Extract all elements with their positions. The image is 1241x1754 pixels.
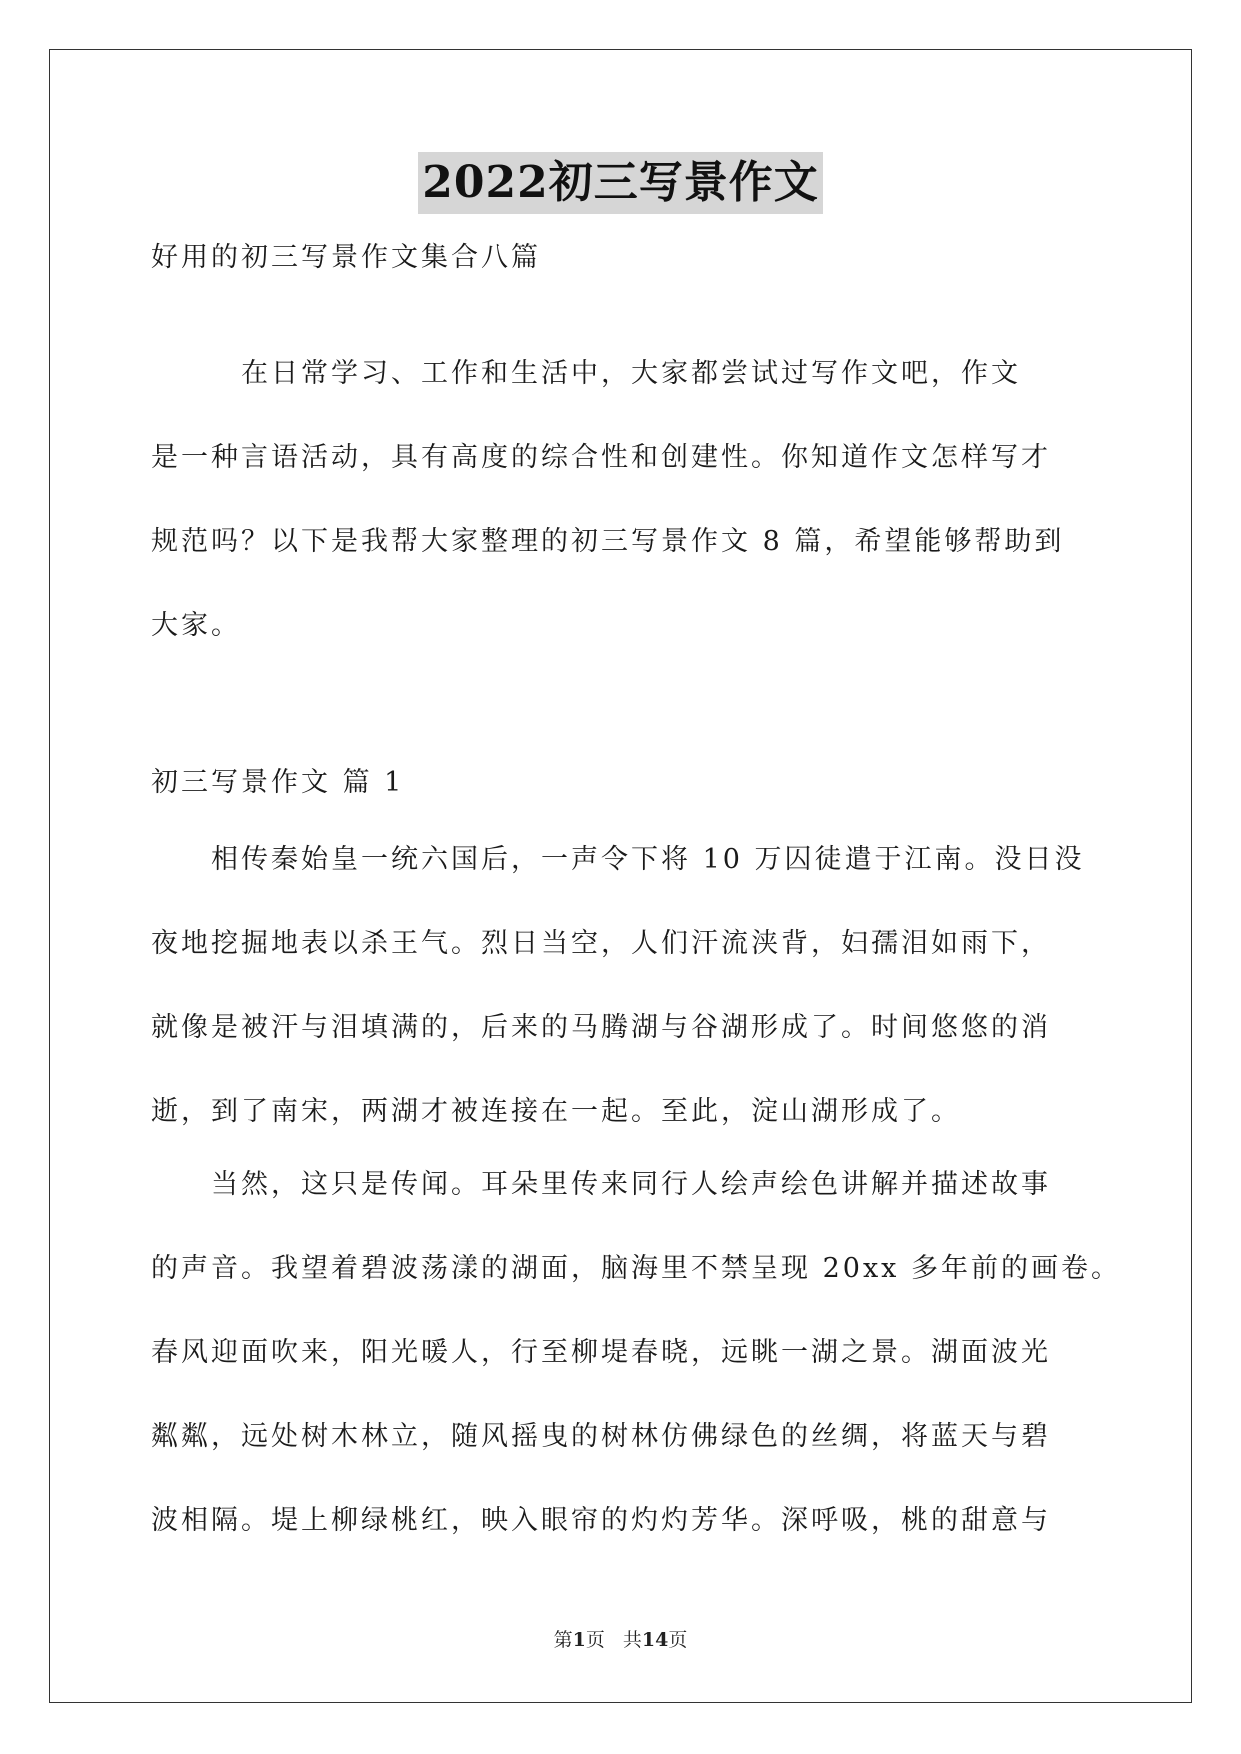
document-title: 2022初三写景作文 [418,152,822,214]
paragraph-line: 的声音。我望着碧波荡漾的湖面，脑海里不禁呈现 20xx 多年前的画卷。 [151,1253,1121,1284]
paragraph-line: 相传秦始皇一统六国后，一声令下将 10 万囚徒遣于江南。没日没 [151,844,1085,875]
intro-line: 在日常学习、工作和生活中，大家都尝试过写作文吧，作文 [151,358,1021,389]
paragraph-line: 当然，这只是传闻。耳朵里传来同行人绘声绘色讲解并描述故事 [151,1169,1051,1200]
paragraph-line: 逝，到了南宋，两湖才被连接在一起。至此，淀山湖形成了。 [151,1096,961,1127]
page-current: 1 [572,1629,586,1651]
total-prefix: 共 [622,1629,642,1651]
total-suffix: 页 [668,1629,688,1651]
paragraph-2 [151,1163,1121,1583]
intro-line: 大家。 [151,610,241,641]
intro-line: 是一种言语活动，具有高度的综合性和创建性。你知道作文怎样写才 [151,442,1051,473]
title-container [0,152,1241,214]
paragraph-line: 粼粼，远处树木林立，随风摇曳的树林仿佛绿色的丝绸，将蓝天与碧 [151,1421,1051,1452]
page-footer [0,1626,1241,1654]
page-suffix: 页 [585,1629,605,1651]
paragraph-1 [151,838,1091,1174]
section-heading: 初三写景作文 篇 1 [151,767,405,798]
paragraph-line: 就像是被汗与泪填满的，后来的马腾湖与谷湖形成了。时间悠悠的消 [151,1012,1051,1043]
page-prefix: 第 [553,1629,573,1651]
page-total: 14 [641,1629,669,1651]
paragraph-line: 夜地挖掘地表以杀王气。烈日当空，人们汗流浃背，妇孺泪如雨下， [151,928,1051,959]
intro-line: 规范吗？以下是我帮大家整理的初三写景作文 8 篇，希望能够帮助到 [151,526,1065,557]
intro-paragraph [151,352,1091,688]
paragraph-line: 春风迎面吹来，阳光暖人，行至柳堤春晓，远眺一湖之景。湖面波光 [151,1337,1051,1368]
document-subtitle: 好用的初三写景作文集合八篇 [151,242,541,273]
paragraph-line: 波相隔。堤上柳绿桃红，映入眼帘的灼灼芳华。深呼吸，桃的甜意与 [151,1505,1051,1536]
